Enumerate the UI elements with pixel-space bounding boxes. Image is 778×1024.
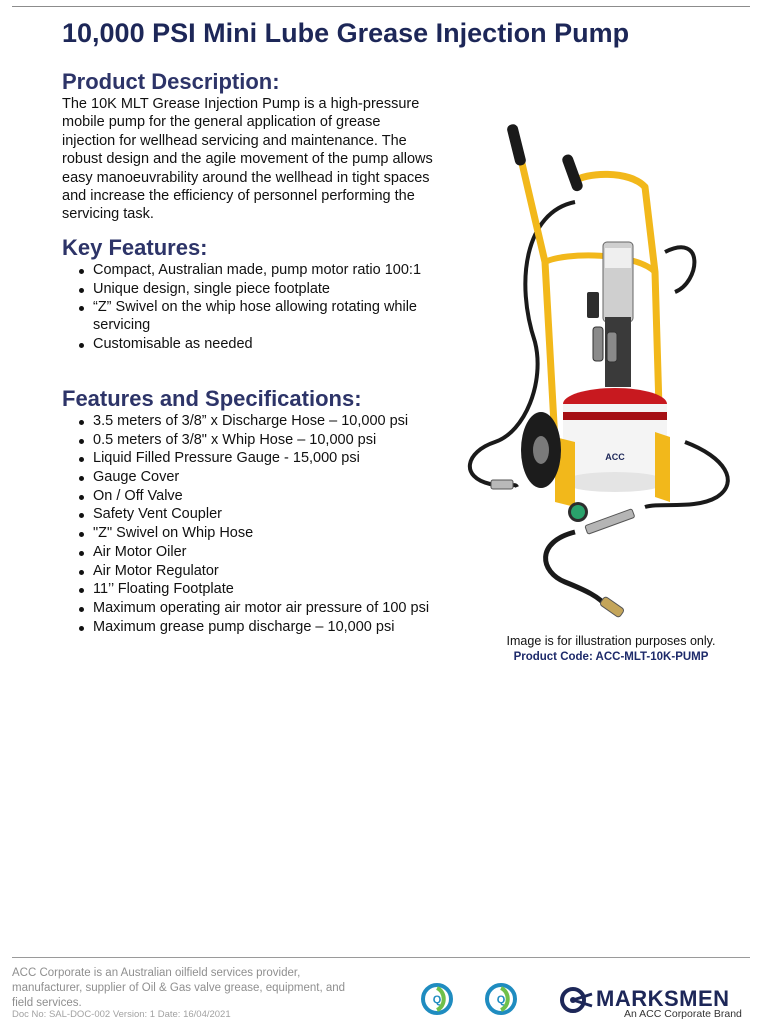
list-item: Unique design, single piece footplate: [93, 281, 433, 299]
doc-info: Doc No: SAL-DOC-002 Version: 1 Date: 16/04/2021: [12, 1009, 231, 1020]
specifications-heading: Features and Specifications:: [62, 386, 362, 411]
key-features-heading: Key Features:: [62, 235, 208, 260]
top-rule: [12, 6, 750, 7]
specifications-list: [62, 413, 438, 637]
brand-name: MARKSMEN: [596, 986, 730, 1011]
list-item: Customisable as needed: [93, 336, 433, 354]
list-item: Gauge Cover: [93, 469, 438, 487]
svg-text:Q: Q: [496, 994, 506, 1006]
description-heading: Product Description:: [62, 69, 280, 94]
iso-9001-badge-icon: [416, 978, 458, 1020]
marksmen-logo-icon: [560, 986, 594, 1014]
product-code: Product Code: ACC-MLT-10K-PUMP: [513, 651, 709, 663]
list-item: 11’’ Floating Footplate: [93, 581, 438, 599]
key-features-list: [62, 262, 433, 354]
list-item: Maximum grease pump discharge – 10,000 psi: [93, 619, 438, 637]
list-item: Maximum operating air motor air pressure of 100 psi: [93, 600, 438, 618]
bottom-rule: [12, 957, 750, 958]
image-caption: Image is for illustration purposes only.: [506, 634, 716, 648]
list-item: Air Motor Oiler: [93, 544, 438, 562]
description-text: The 10K MLT Grease Injection Pump is a high-pressure mobile pump for the general application of grease injection for wellhead servicing and maintenance. The robust design and the agile movement of the pump allows easy manoeuvrability around the wellhead in tight spaces and increase the efficiency of personnel performing the servicing task.: [62, 96, 433, 223]
bucket-label: ACC: [605, 452, 625, 462]
iso-45001-badge-icon: [480, 978, 522, 1020]
list-item: Liquid Filled Pressure Gauge - 15,000 psi: [93, 450, 438, 468]
list-item: “Z” Swivel on the whip hose allowing rotating while servicing: [93, 299, 433, 334]
brand-tagline: An ACC Corporate Brand: [624, 1008, 742, 1020]
product-photo: [455, 112, 755, 632]
list-item: Safety Vent Coupler: [93, 506, 438, 524]
page-title: 10,000 PSI Mini Lube Grease Injection Pump: [62, 18, 630, 48]
list-item: On / Off Valve: [93, 488, 438, 506]
brand-logo: [560, 986, 742, 1022]
footer-company-text: ACC Corporate is an Australian oilfield services provider, manufacturer, supplier of Oil & Gas valve grease, equipment, and field services.: [12, 967, 346, 1009]
svg-text:Q: Q: [432, 994, 442, 1006]
list-item: Compact, Australian made, pump motor ratio 100:1: [93, 262, 433, 280]
list-item: "Z" Swivel on Whip Hose: [93, 525, 438, 543]
list-item: 0.5 meters of 3/8" x Whip Hose – 10,000 psi: [93, 432, 438, 450]
list-item: Air Motor Regulator: [93, 563, 438, 581]
list-item: 3.5 meters of 3/8” x Discharge Hose – 10,000 psi: [93, 413, 438, 431]
